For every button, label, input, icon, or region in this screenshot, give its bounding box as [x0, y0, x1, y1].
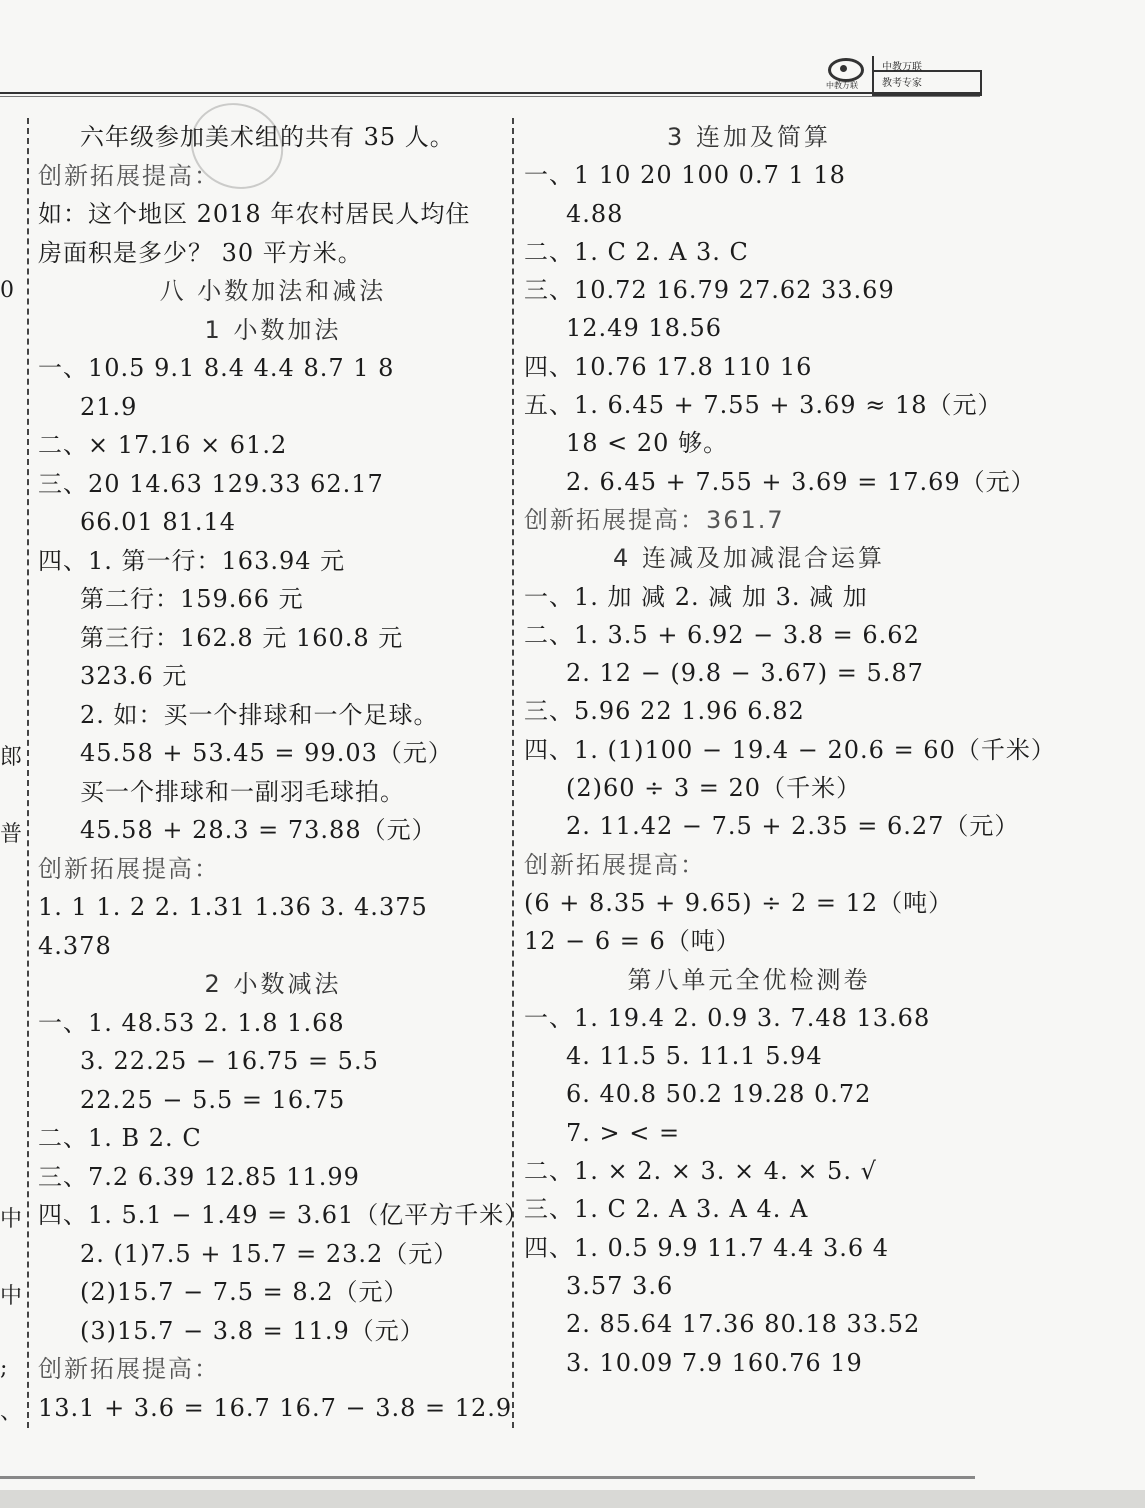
header-rule-thin [0, 96, 980, 97]
answer-line: (2)15.7 − 7.5 = 8.2（元） [80, 1278, 409, 1306]
answer-line: 3.57 3.6 [566, 1271, 674, 1300]
answer-line: 2. 85.64 17.36 80.18 33.52 [566, 1310, 921, 1339]
logo-title-2: 教考专家 [882, 78, 922, 89]
answer-line: 45.58 + 53.45 = 99.03（元） [80, 739, 453, 767]
answer-line: 323.6 元 [80, 662, 188, 690]
middle-column-divider [512, 118, 514, 1428]
answer-line: 四、1. (1)100 − 19.4 − 20.6 = 60（千米） [524, 735, 1056, 764]
answer-line: 一、10.5 9.1 8.4 4.4 8.7 1 8 [38, 354, 395, 382]
answer-line: 12.49 18.56 [566, 314, 723, 343]
answer-line: 一、1. 19.4 2. 0.9 3. 7.48 13.68 [524, 1003, 931, 1032]
answer-line: (2)60 ÷ 3 = 20（千米） [566, 774, 862, 803]
answer-line: 三、10.72 16.79 27.62 33.69 [524, 276, 895, 305]
answer-line: 四、1. 0.5 9.9 11.7 4.4 3.6 4 [524, 1233, 890, 1262]
extension-heading: 创新拓展提高： [38, 1355, 220, 1383]
cropped-edge-text: 0 [0, 278, 14, 303]
answer-line: 1. 1 1. 2 2. 1.31 1.36 3. 4.375 [38, 893, 428, 921]
answer-line: 21.9 [80, 392, 138, 421]
extension-heading: 创新拓展提高：361.7 [524, 505, 785, 534]
answer-line: 三、5.96 22 1.96 6.82 [524, 697, 805, 726]
answer-line: 6. 40.8 50.2 19.28 0.72 [566, 1080, 872, 1109]
answer-line: 2. 如：买一个排球和一个足球。 [80, 700, 439, 729]
answer-line: 12 − 6 = 6（吨） [524, 927, 741, 956]
answer-line: 3. 22.25 − 16.75 = 5.5 [80, 1047, 379, 1075]
answer-line: 三、1. C 2. A 3. A 4. A [524, 1195, 809, 1224]
header-rule [0, 92, 980, 94]
logo-dot-icon [840, 65, 847, 72]
footer-rule [0, 1476, 975, 1479]
answer-line: 如：这个地区 2018 年农村居民人均住 [38, 200, 471, 228]
right-answer-column [524, 118, 1056, 1382]
cropped-edge-text: 中 [0, 1207, 23, 1232]
answer-line: 18 < 20 够。 [566, 429, 729, 458]
section-heading: 第八单元全优检测卷 [627, 965, 871, 994]
logo-subtext: 中教万联 [826, 81, 858, 90]
answer-line: 2. (1)7.5 + 15.7 = 23.2（元） [80, 1239, 459, 1268]
answer-line: 第三行：162.8 元 160.8 元 [80, 623, 404, 652]
section-heading: 八 小数加法和减法 [159, 277, 387, 305]
answer-line: 四、1. 5.1 − 1.49 = 3.61（亿平方千米） [38, 1201, 530, 1229]
cropped-edge-text: 普 [0, 822, 23, 847]
answer-line: 六年级参加美术组的共有 35 人。 [80, 123, 455, 151]
answer-line: 7. > < = [566, 1118, 681, 1147]
answer-line: 四、1. 第一行：163.94 元 [38, 546, 346, 575]
answer-line: 二、1. × 2. × 3. × 4. × 5. √ [524, 1157, 877, 1186]
answer-line: 一、1. 加 减 2. 减 加 3. 减 加 [524, 582, 868, 611]
answer-line: 一、1 10 20 100 0.7 1 18 [524, 161, 846, 190]
answer-line: 二、1. 3.5 + 6.92 − 3.8 = 6.62 [524, 620, 920, 649]
answer-line: 2. 11.42 − 7.5 + 2.35 = 6.27（元） [566, 812, 1020, 841]
cropped-edge-text: ; [0, 1356, 8, 1381]
answer-line: 4.378 [38, 931, 112, 960]
extension-heading: 创新拓展提高： [38, 854, 220, 883]
answer-line: 四、10.76 17.8 110 16 [524, 352, 813, 381]
answer-line: 3. 10.09 7.9 160.76 19 [566, 1348, 863, 1377]
answer-line: 买一个排球和一副羽毛球拍。 [80, 777, 405, 806]
answer-line: (6 + 8.35 + 9.65) ÷ 2 = 12（吨） [524, 888, 954, 917]
answer-line: 4. 11.5 5. 11.1 5.94 [566, 1042, 823, 1071]
answer-line: 三、20 14.63 129.33 62.17 [38, 469, 384, 498]
cropped-edge-text: 中 [0, 1284, 23, 1309]
section-heading: 2 小数减法 [204, 970, 342, 998]
section-heading: 4 连减及加减混合运算 [613, 544, 885, 573]
answer-line: 2. 12 − (9.8 − 3.67) = 5.87 [566, 659, 924, 688]
logo-title-1: 中教万联 [882, 62, 922, 73]
publisher-logo [820, 52, 985, 96]
answer-line: 2. 6.45 + 7.55 + 3.69 = 17.69（元） [566, 467, 1036, 496]
extension-heading: 创新拓展提高： [38, 161, 220, 190]
answer-line: 4.88 [566, 199, 624, 228]
answer-line: 13.1 + 3.6 = 16.7 16.7 − 3.8 = 12.9 [38, 1393, 513, 1422]
answer-line: 22.25 − 5.5 = 16.75 [80, 1085, 346, 1114]
left-answer-column [38, 118, 530, 1427]
cropped-edge-text: 郎 [0, 745, 23, 770]
answer-line: 房面积是多少？ 30 平方米。 [38, 238, 363, 267]
section-heading: 1 小数加法 [204, 315, 342, 344]
page-edge-strip [0, 1490, 1145, 1508]
extension-heading: 创新拓展提高： [524, 850, 706, 879]
left-column-divider [27, 118, 29, 1428]
answer-line: 二、× 17.16 × 61.2 [38, 431, 288, 459]
answer-line: 一、1. 48.53 2. 1.8 1.68 [38, 1008, 345, 1037]
answer-line: (3)15.7 − 3.8 = 11.9（元） [80, 1316, 425, 1345]
answer-line: 66.01 81.14 [80, 508, 237, 536]
answer-line: 二、1. B 2. C [38, 1124, 202, 1152]
section-heading: 3 连加及简算 [667, 123, 831, 151]
cropped-edge-text: 、 [0, 1399, 23, 1425]
answer-line: 45.58 + 28.3 = 73.88（元） [80, 816, 437, 844]
answer-line: 三、7.2 6.39 12.85 11.99 [38, 1162, 360, 1191]
answer-line: 第二行：159.66 元 [80, 585, 304, 613]
answer-line: 二、1. C 2. A 3. C [524, 237, 749, 266]
answer-line: 五、1. 6.45 + 7.55 + 3.69 ≈ 18（元） [524, 391, 1003, 420]
